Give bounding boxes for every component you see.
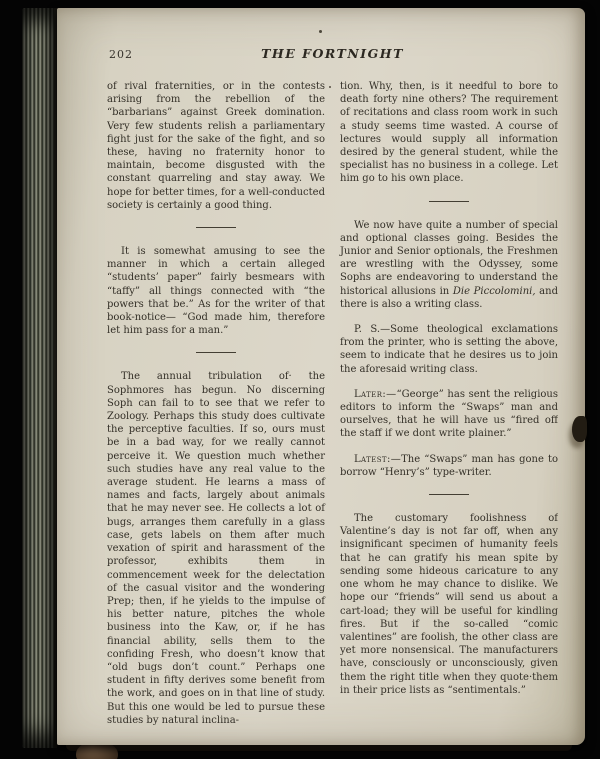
paragraph-text: and there is also a writing class. <box>340 285 558 310</box>
paragraph-text: The “Swaps” man has gone to borrow “Henry’s” type-writer. <box>340 453 558 478</box>
left-column <box>107 80 325 733</box>
page-content <box>107 42 558 733</box>
paragraph-text: We now have quite a number of special and optional classes going. Besides the Junior and Senior optionals, the Freshmen are wrestling with the Odyssey, some Sophs are endeavoring to understand the historical allusions in <box>340 219 558 297</box>
page-edge-stain <box>572 416 587 442</box>
italic-title: Die Piccolomini, <box>452 285 536 297</box>
book-page-edges <box>22 8 54 748</box>
book-bottom-edge <box>66 744 572 751</box>
paragraph-postscript: P. S.—Some theological exclamations from the printer, who is setting the above, seem to indicate that he desires us to join the aforesaid writing class. <box>340 324 558 375</box>
paragraph-lectures: tion. Why, then, is it needful to bore to death forty nine others? The requirement of recitations and class room work in such a study seems time wasted. A course of lectures would supply all information desired by the general student, while the specialist has no business in a college. Let him go to his own place. <box>340 81 558 185</box>
latest-label: Latest:— <box>354 453 402 465</box>
paragraph-optional-classes <box>340 219 558 311</box>
paragraph-students-paper: It is somewhat amusing to see the manner in which a certain alleged “students’ paper” fairly besmears with “taffy” all things connected with “the powers that be.” As for the writer of that book-notice— “God made him, therefore let him pass for a man.” <box>107 246 325 337</box>
section-divider <box>196 352 236 353</box>
page-header <box>107 42 558 66</box>
paragraph-valentines: The customary foolishness of Valentine’s day is not far off, when any insignificant specimen of humanity feels that he can gratify his mean spite by sending some hideous caricature to any one whom he may chance to dislike. We hope our “friends” will send us about a cart-load; they will be useful for kindling fires. But if the so-called “comic valentines” are foolish, the other class are yet more nonsensical. The manufacturers have, consciously or unconsciously, given them the right title when they quote·them in their price lists as “sentimentals.” <box>340 513 558 696</box>
paragraph-zoology: The annual tribulation of· the Sophmores has begun. No discerning Soph can fail to to see that we refer to Zoology. Perhaps this study does cultivate the perceptive faculties. If so, ours must be in a bad way, for we really cannot perceive it. We question much whether such studies have any real value to the average student. He learns a mass of names and facts, largely about animals that he may never see. He collects a lot of bugs, arranges them carefully in a glass case, gets labels on them after much vexation of spirit and harassment of the professor, exhibits them in commencement week for the delectation of the casual visitor and the wondering Prep; then, if he yields to the impulse of his better nature, pitches the whole business into the Kaw, or, if he has financial ability, sells them to the confiding Fresh, who doesn’t know that “old bugs don’t count.” Perhaps one student in fifty derives some benefit from the work, and goes on in that line of study. But this one would be led to pursue these studies by natural inclina- <box>107 371 325 726</box>
right-column <box>340 80 558 733</box>
section-divider <box>196 227 236 228</box>
paragraph-latest <box>340 453 558 479</box>
text-columns <box>107 80 558 733</box>
section-divider <box>429 494 469 495</box>
paragraph-fraternities: of rival fraternities, or in the contests arising from the rebellion of the “barbarians” against Greek domination. Very few students relish a parliamentary fight just for the sake of the fight, and so these, having no fraternity honor to maintain, become disgusted with the constant quarreling and stay away. We hope for better times, for a well-conducted society is certainly a good thing. <box>107 81 325 211</box>
section-divider <box>429 201 469 202</box>
paragraph-later <box>340 388 558 441</box>
paragraph-text: “George” has sent the religious editors to inform the “Swaps” man and ourselves, that he will have us “fired off the staff if we dont write plainer.” <box>340 388 558 440</box>
journal-title: THE FORTNIGHT <box>261 46 404 61</box>
ink-speck <box>319 30 322 33</box>
later-label: Later:— <box>354 388 397 400</box>
scanned-page <box>57 8 585 745</box>
page-number: 202 <box>109 48 133 61</box>
